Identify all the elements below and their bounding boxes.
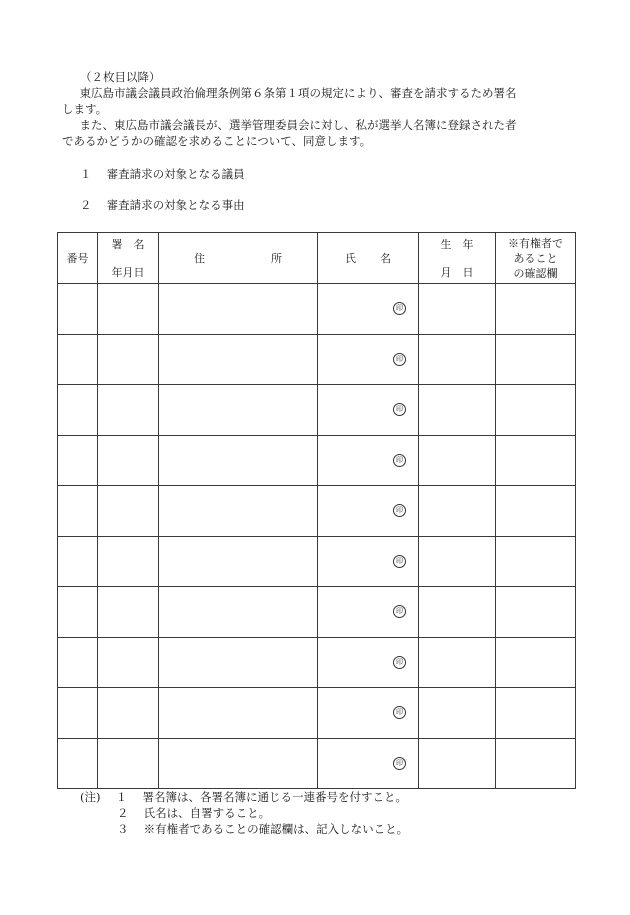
cell-birth-date[interactable] bbox=[419, 688, 496, 739]
note-3-text: ※有権者であることの確認欄は、記入しないこと。 bbox=[143, 822, 409, 836]
cell-name[interactable] bbox=[318, 587, 419, 638]
note-1 bbox=[80, 789, 407, 805]
seal-icon: 印 bbox=[393, 605, 406, 618]
cell-birth-date[interactable] bbox=[419, 385, 496, 436]
header-confirm-2: あること bbox=[513, 251, 558, 265]
item-2 bbox=[80, 197, 245, 213]
note-3 bbox=[117, 821, 408, 837]
cell-confirm[interactable] bbox=[496, 385, 576, 436]
table-row bbox=[58, 738, 576, 789]
cell-name[interactable] bbox=[318, 435, 419, 486]
cell-name[interactable] bbox=[318, 688, 419, 739]
cell-address[interactable] bbox=[159, 284, 318, 335]
cell-birth-date[interactable] bbox=[419, 435, 496, 486]
seal-icon: 印 bbox=[393, 706, 406, 719]
table-row bbox=[58, 536, 576, 587]
cell-address[interactable] bbox=[159, 688, 318, 739]
header-address-2: 所 bbox=[271, 252, 282, 265]
cell-confirm[interactable] bbox=[496, 486, 576, 537]
table-header-row bbox=[58, 233, 576, 284]
cell-name[interactable] bbox=[318, 486, 419, 537]
cell-confirm[interactable] bbox=[496, 587, 576, 638]
header-birth-date bbox=[419, 233, 496, 284]
cell-address[interactable] bbox=[159, 738, 318, 789]
header-name bbox=[318, 233, 419, 284]
note-2 bbox=[117, 805, 270, 821]
paragraph-2-line-1: また、東広島市議会議長が、選挙管理委員会に対し、私が選挙人名簿に登録された者 bbox=[79, 118, 517, 132]
item-2-number: ２ bbox=[80, 198, 92, 212]
cell-sign-date[interactable] bbox=[98, 738, 159, 789]
table-row bbox=[58, 587, 576, 638]
cell-sign-date[interactable] bbox=[98, 284, 159, 335]
cell-address[interactable] bbox=[159, 435, 318, 486]
cell-confirm[interactable] bbox=[496, 688, 576, 739]
seal-icon: 印 bbox=[393, 353, 406, 366]
cell-confirm[interactable] bbox=[496, 284, 576, 335]
cell-address[interactable] bbox=[159, 486, 318, 537]
cell-number[interactable] bbox=[58, 536, 98, 587]
item-2-text: 審査請求の対象となる事由 bbox=[106, 198, 245, 212]
header-number: 番号 bbox=[58, 233, 98, 284]
table-row bbox=[58, 334, 576, 385]
header-birth-top: 生 年 bbox=[440, 238, 474, 251]
table-row bbox=[58, 284, 576, 335]
note-1-number: １ bbox=[115, 790, 128, 804]
cell-birth-date[interactable] bbox=[419, 738, 496, 789]
cell-confirm[interactable] bbox=[496, 536, 576, 587]
table-row bbox=[58, 637, 576, 688]
cell-name[interactable] bbox=[318, 334, 419, 385]
note-3-number: ３ bbox=[117, 822, 129, 836]
cell-number[interactable] bbox=[58, 435, 98, 486]
header-sign-date-bottom: 年月日 bbox=[111, 266, 145, 279]
header-name-1: 氏 bbox=[345, 252, 356, 265]
cell-sign-date[interactable] bbox=[98, 486, 159, 537]
cell-address[interactable] bbox=[159, 536, 318, 587]
cell-name[interactable] bbox=[318, 738, 419, 789]
cell-name[interactable] bbox=[318, 637, 419, 688]
cell-number[interactable] bbox=[58, 486, 98, 537]
paragraph-1-line-1: 東広島市議会議員政治倫理条例第６条第１項の規定により、審査を請求するため署名 bbox=[79, 86, 517, 100]
header-confirm bbox=[496, 233, 576, 284]
cell-address[interactable] bbox=[159, 385, 318, 436]
seal-icon: 印 bbox=[393, 555, 406, 568]
item-1 bbox=[80, 166, 245, 182]
item-1-text: 審査請求の対象となる議員 bbox=[106, 167, 245, 181]
cell-sign-date[interactable] bbox=[98, 385, 159, 436]
cell-sign-date[interactable] bbox=[98, 688, 159, 739]
header-birth-bottom: 月 日 bbox=[440, 266, 474, 279]
item-1-number: １ bbox=[80, 167, 92, 181]
cell-confirm[interactable] bbox=[496, 637, 576, 688]
cell-birth-date[interactable] bbox=[419, 284, 496, 335]
seal-icon: 印 bbox=[393, 757, 406, 770]
cell-number[interactable] bbox=[58, 738, 98, 789]
cell-sign-date[interactable] bbox=[98, 587, 159, 638]
cell-birth-date[interactable] bbox=[419, 587, 496, 638]
table-row bbox=[58, 486, 576, 537]
note-label: (注) bbox=[80, 790, 101, 804]
cell-sign-date[interactable] bbox=[98, 637, 159, 688]
cell-address[interactable] bbox=[159, 587, 318, 638]
cell-number[interactable] bbox=[58, 284, 98, 335]
cell-name[interactable] bbox=[318, 536, 419, 587]
note-1-text: 署名簿は、各署名簿に通じる一連番号を付すこと。 bbox=[142, 790, 407, 804]
cell-confirm[interactable] bbox=[496, 334, 576, 385]
cell-number[interactable] bbox=[58, 334, 98, 385]
paragraph-2-line-2: であるかどうかの確認を求めることについて、同意します。 bbox=[62, 134, 372, 148]
cell-name[interactable] bbox=[318, 284, 419, 335]
cell-number[interactable] bbox=[58, 587, 98, 638]
cell-birth-date[interactable] bbox=[419, 536, 496, 587]
note-2-text: 氏名は、自署すること。 bbox=[143, 806, 271, 820]
header-name-2: 名 bbox=[380, 252, 391, 265]
cell-birth-date[interactable] bbox=[419, 334, 496, 385]
cell-number[interactable] bbox=[58, 637, 98, 688]
cell-sign-date[interactable] bbox=[98, 536, 159, 587]
seal-icon: 印 bbox=[393, 504, 406, 517]
header-address-1: 住 bbox=[194, 252, 205, 265]
page-note: （２枚目以降） bbox=[80, 70, 161, 84]
table-row bbox=[58, 435, 576, 486]
header-confirm-3: の確認欄 bbox=[513, 266, 558, 280]
seal-icon: 印 bbox=[393, 302, 406, 315]
seal-icon: 印 bbox=[393, 454, 406, 467]
cell-birth-date[interactable] bbox=[419, 637, 496, 688]
seal-icon: 印 bbox=[393, 403, 406, 416]
header-sign-date-top: 署 名 bbox=[111, 238, 145, 251]
header-sign-date bbox=[98, 233, 159, 284]
cell-number[interactable] bbox=[58, 688, 98, 739]
seal-icon: 印 bbox=[393, 656, 406, 669]
header-confirm-1: ※有権者で bbox=[508, 236, 563, 250]
cell-confirm[interactable] bbox=[496, 738, 576, 789]
note-2-number: ２ bbox=[117, 806, 129, 820]
cell-address[interactable] bbox=[159, 637, 318, 688]
cell-number[interactable] bbox=[58, 385, 98, 436]
table-row bbox=[58, 688, 576, 739]
cell-confirm[interactable] bbox=[496, 435, 576, 486]
paragraph-1-line-2: します。 bbox=[62, 102, 108, 116]
table-row bbox=[58, 385, 576, 436]
cell-address[interactable] bbox=[159, 334, 318, 385]
cell-birth-date[interactable] bbox=[419, 486, 496, 537]
header-address bbox=[159, 233, 318, 284]
signature-table bbox=[57, 232, 576, 789]
cell-sign-date[interactable] bbox=[98, 334, 159, 385]
cell-sign-date[interactable] bbox=[98, 435, 159, 486]
cell-name[interactable] bbox=[318, 385, 419, 436]
